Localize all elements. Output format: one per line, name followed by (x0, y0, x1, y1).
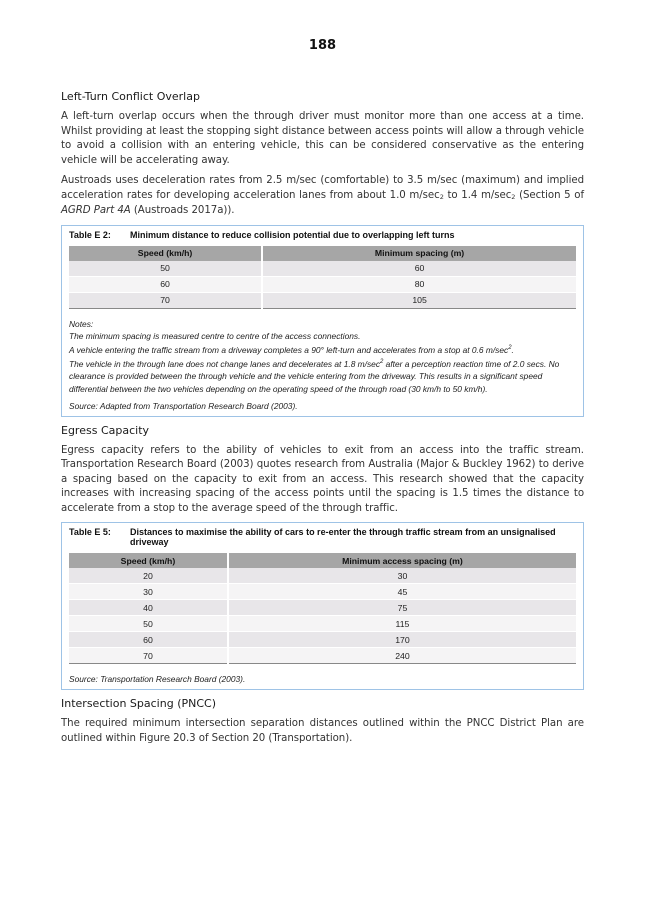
paragraph-egress-capacity: Egress capacity refers to the ability of vehicles to exit from an access into the traffic stream. Transportation Research Board (2003) quotes research from Australia (Major & Buckley 1962) to derive a spacing based on the capacity to exit from an access. This research showed that the capacity increases with increasing spacing of the access points until the spacing is 1.5 times the distance to accelerate from a stop to the average speed of the through traffic. (61, 444, 584, 514)
table-cell: 30 (69, 584, 228, 600)
table-row (69, 632, 576, 648)
table-row (69, 568, 576, 584)
column-header-spacing: Minimum spacing (m) (262, 246, 576, 261)
table-cell: 60 (69, 632, 228, 648)
text-run: . (511, 344, 514, 355)
text-run: to 1.4 m/sec (443, 189, 512, 201)
table-title: Distances to maximise the ability of cars to re-enter the through traffic stream from an unsignalised driveway (130, 527, 556, 548)
superscript: 2 (508, 344, 512, 351)
table-e5-box (61, 522, 584, 690)
table-cell: 240 (228, 648, 576, 664)
table-e2 (69, 246, 576, 309)
text-run: The vehicle in the through lane does not change lanes and decelerates at 1.8 m/sec (69, 359, 381, 370)
table-source: Source: Adapted from Transportation Research Board (2003). (69, 400, 298, 411)
page-number: 188 (308, 38, 337, 53)
paragraph-austroads-rates (61, 174, 584, 219)
table-row (69, 584, 576, 600)
table-cell: 50 (69, 616, 228, 632)
note-item (69, 342, 576, 356)
table-row (69, 261, 576, 277)
table-header-row (69, 553, 576, 568)
heading-intersection-spacing: Intersection Spacing (PNCC) (61, 697, 216, 711)
text-run: Austroads uses deceleration rates from 2.5 m/sec (comfortable) to 3.5 m/sec (maximum) and implied acceleration rates for developing acceleration lanes from about 1.0 m/sec (61, 175, 584, 201)
notes-label: Notes: (69, 318, 94, 329)
subscript: 2 (439, 192, 444, 201)
table-row (69, 600, 576, 616)
reference-italic: AGRD Part 4A (61, 205, 131, 216)
superscript: 2 (380, 359, 384, 366)
table-cell: 50 (69, 261, 262, 277)
heading-left-turn-conflict: Left-Turn Conflict Overlap (61, 90, 200, 103)
column-header-speed: Speed (km/h) (69, 553, 228, 568)
text-run: A vehicle entering the traffic stream from a driveway completes a 90° left-turn and accelerates from a stop at 0.6 m/sec (69, 344, 509, 355)
text-run: after a perception reaction time of 2.0 secs. No clearance is provided between the through vehicle and the vehicle entering from the driveway. This results in a significant speed differential between the two vehicles depending on the operating speed of the through road (30 km/h to 50 km/h). (69, 359, 560, 394)
note-item (69, 356, 576, 395)
text-run: (Section 5 of (515, 189, 585, 201)
table-row (69, 616, 576, 632)
table-cell: 60 (262, 261, 576, 277)
table-caption (69, 230, 576, 240)
table-source: Source: Transportation Research Board (2003). (69, 674, 246, 685)
table-cell: 45 (228, 584, 576, 600)
table-cell: 30 (228, 568, 576, 584)
subscript: 2 (511, 192, 516, 201)
paragraph-left-turn-overlap: A left-turn overlap occurs when the through driver must monitor more than one access at a time. Whilst providing at least the stopping sight distance between access points will allow a through vehicle to avoid a collision with an entering vehicle, this can be considered conservative as the entering vehicle will be accelerating away. (61, 111, 584, 166)
table-cell: 75 (228, 600, 576, 616)
text-run: (Austroads 2017a)). (130, 205, 235, 216)
table-header-row (69, 246, 576, 261)
table-cell: 70 (69, 292, 262, 308)
column-header-access-spacing: Minimum access spacing (m) (228, 553, 576, 568)
table-cell: 105 (262, 292, 576, 308)
table-caption (69, 527, 576, 547)
table-cell: 20 (69, 568, 228, 584)
table-cell: 80 (262, 276, 576, 292)
column-header-speed: Speed (km/h) (69, 246, 262, 261)
table-number: Table E 2: (69, 229, 111, 240)
table-row (69, 276, 576, 292)
note-item: The minimum spacing is measured centre to centre of the access connections. (69, 330, 361, 341)
table-cell: 115 (228, 616, 576, 632)
table-notes (69, 318, 576, 395)
table-row (69, 648, 576, 664)
table-e2-box (61, 225, 584, 417)
document-body (61, 90, 584, 752)
table-cell: 40 (69, 600, 228, 616)
table-cell: 170 (228, 632, 576, 648)
table-number: Table E 5: (69, 527, 111, 538)
table-e5 (69, 553, 576, 664)
table-cell: 60 (69, 276, 262, 292)
table-row (69, 292, 576, 308)
table-cell: 70 (69, 648, 228, 664)
heading-egress-capacity: Egress Capacity (61, 423, 150, 437)
paragraph-intersection-spacing: The required minimum intersection separation distances outlined within the PNCC District Plan are outlined within Figure 20.3 of Section 20 (Transportation). (61, 718, 584, 744)
table-title: Minimum distance to reduce collision potential due to overlapping left turns (130, 229, 455, 240)
